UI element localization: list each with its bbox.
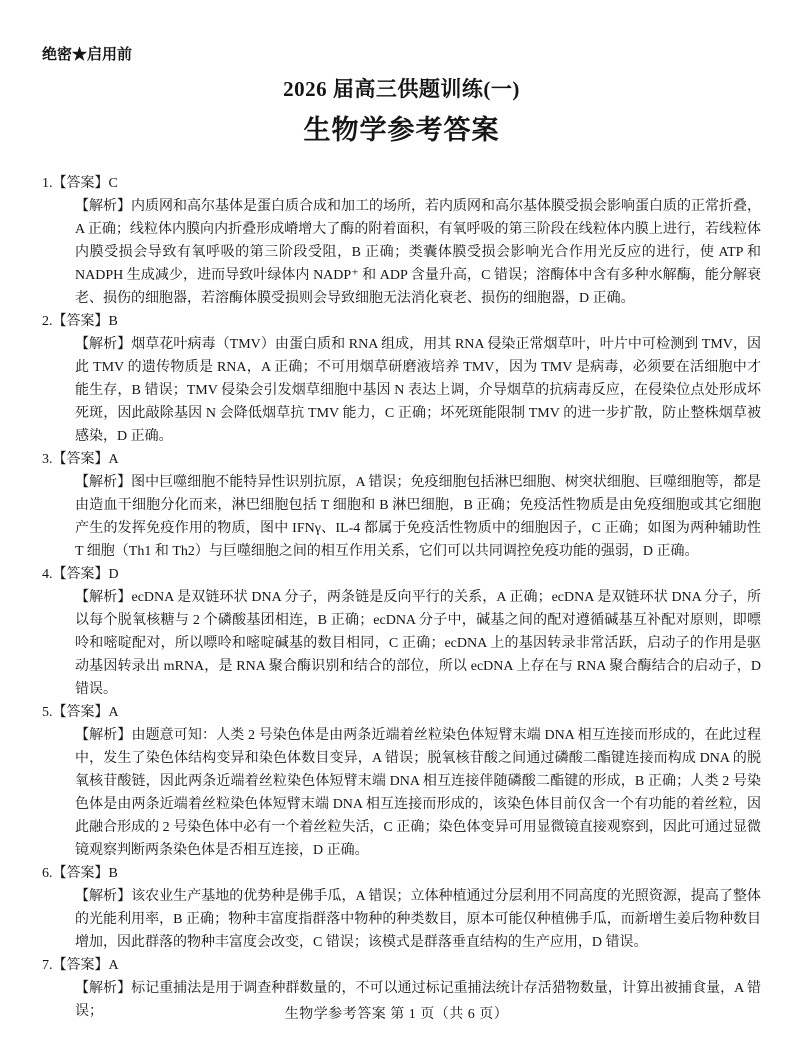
answer-line xyxy=(42,862,761,885)
question-number: 4. xyxy=(42,567,53,582)
page-footer xyxy=(0,1006,793,1024)
answer-line xyxy=(42,448,761,471)
analysis-text: 烟草花叶病毒（TMV）由蛋白质和 RNA 组成，用其 RNA 侵染正常烟草叶，叶片中可检测到 TMV，因此 TMV 的遗传物质是 RNA，A 正确；不可用烟草研磨液培养 TMV，因为 TMV 是病毒，必须要在活细胞中才能生存，B 错误；TMV 侵染会引发烟草细胞中基因 N 表达上调，介导烟草的抗病毒反应，在侵染位点处形成坏死斑，因此敲除基因 N 会降低烟草抗 TMV 能力，C 正确；坏死斑能限制 TMV 的进一步扩散，防止整株烟草被感染，D 正确。 xyxy=(75,337,762,444)
question-number: 5. xyxy=(42,705,53,720)
analysis-label: 【解析】 xyxy=(75,590,132,605)
answer-label: 【答案】 xyxy=(52,314,109,329)
answer-value: A xyxy=(108,705,119,720)
analysis-paragraph xyxy=(75,471,761,563)
page-title: 生物学参考答案 xyxy=(303,115,500,145)
analysis-text: 标记重捕法是用于调查种群数量的，不可以通过标记重捕法统计存活猎物数量，计算出被捕食量，A 错误； xyxy=(75,981,762,1019)
analysis-label: 【解析】 xyxy=(75,728,132,743)
answer-line xyxy=(42,310,761,333)
answers-list xyxy=(42,172,761,1023)
question-block xyxy=(42,172,761,310)
answer-value: D xyxy=(108,567,119,582)
question-number: 2. xyxy=(42,314,53,329)
question-block xyxy=(42,862,761,954)
question-number: 6. xyxy=(42,866,53,881)
question-block xyxy=(42,448,761,563)
answer-value: B xyxy=(108,314,118,329)
answer-line xyxy=(42,563,761,586)
analysis-label: 【解析】 xyxy=(75,475,132,490)
classification-banner: 绝密★启用前 xyxy=(42,47,133,63)
analysis-paragraph xyxy=(75,333,761,448)
answer-label: 【答案】 xyxy=(52,567,109,582)
analysis-label: 【解析】 xyxy=(75,337,132,352)
question-block xyxy=(42,310,761,448)
analysis-text: 内质网和高尔基体是蛋白质合成和加工的场所，若内质网和高尔基体膜受损会影响蛋白质的正常折叠，A 正确；线粒体内膜向内折叠形成嵴增大了酶的附着面积，有氧呼吸的第三阶段在线粒体内膜上进行，若线粒体内膜受损会导致有氧呼吸的第三阶段受阻，B 正确；类囊体膜受损会影响光合作用光反应的进行，使 ATP 和 NADPH 生成减少，进而导致叶绿体内 NADP⁺ 和 ADP 含量升高，C 错误；溶酶体中含有多种水解酶，能分解衰老、损伤的细胞器，若溶酶体膜受损则会导致细胞无法消化衰老、损伤的细胞器，D 正确。 xyxy=(75,199,761,306)
answer-line xyxy=(42,954,761,977)
answer-value: B xyxy=(108,866,118,881)
answer-line xyxy=(42,172,761,195)
analysis-text: 由题意可知：人类 2 号染色体是由两条近端着丝粒染色体短臂末端 DNA 相互连接而形成的，在此过程中，发生了染色体结构变异和染色体数目变异，A 错误；脱氧核苷酸之间通过磷酸二酯键连接而构成 DNA 的脱氧核苷酸链，因此两条近端着丝粒染色体短臂末端 DNA 相互连接伴随磷酸二酯键的形成，B 正确；人类 2 号染色体是由两条近端着丝粒染色体短臂末端 DNA 相互连接而形成的，该染色体目前仅含一个有功能的着丝粒，因此融合形成的 2 号染色体中必有一个着丝粒失活，C 正确；染色体变异可用显微镜直接观察到，因此可通过显微镜观察判断两条染色体是否相互连接，D 正确。 xyxy=(75,728,761,858)
exam-title: 2026 届高三供题训练(一) xyxy=(283,77,520,101)
analysis-paragraph xyxy=(75,195,761,310)
analysis-text: 该农业生产基地的优势种是佛手瓜，A 错误；立体种植通过分层利用不同高度的光照资源，提高了整体的光能利用率，B 正确；物种丰富度指群落中物种的种类数目，原本可能仅种植佛手瓜，而新增生姜后物种数目增加，因此群落的物种丰富度会改变，C 错误；该模式是群落垂直结构的生产应用，D 错误。 xyxy=(75,889,762,950)
question-number: 1. xyxy=(42,176,53,191)
question-number: 7. xyxy=(42,958,53,973)
question-number: 3. xyxy=(42,452,53,467)
answer-label: 【答案】 xyxy=(52,176,109,191)
analysis-label: 【解析】 xyxy=(75,889,132,904)
analysis-text: ecDNA 是双链环状 DNA 分子，两条链是反向平行的关系，A 正确；ecDNA 是双链环状 DNA 分子，所以每个脱氧核糖与 2 个磷酸基团相连，B 正确；ecDNA 分子中，碱基之间的配对遵循碱基互补配对原则，即嘌呤和嘧啶配对，所以嘌呤和嘧啶碱基的数目相同，C 正确；ecDNA 上的基因转录非常活跃，启动子的作用是驱动基因转录出 mRNA，是 RNA 聚合酶识别和结合的部位，所以 ecDNA 上存在与 RNA 聚合酶结合的启动子，D 错误。 xyxy=(75,590,761,697)
question-block xyxy=(42,701,761,862)
analysis-paragraph xyxy=(75,885,761,954)
answer-label: 【答案】 xyxy=(52,705,109,720)
page-footer-text: 生物学参考答案 第 1 页（共 6 页） xyxy=(284,1007,509,1022)
analysis-text: 图中巨噬细胞不能特异性识别抗原，A 错误；免疫细胞包括淋巴细胞、树突状细胞、巨噬细胞等，都是由造血干细胞分化而来，淋巴细胞包括 T 细胞和 B 淋巴细胞，B 正确；免疫活性物质是由免疫细胞或其它细胞产生的发挥免疫作用的物质，图中 IFNγ、IL-4 都属于免疫活性物质中的细胞因子，C 正确；如图为两种辅助性 T 细胞（Th1 和 Th2）与巨噬细胞之间的相互作用关系，它们可以共同调控免疫功能的强弱，D 正确。 xyxy=(75,475,762,559)
analysis-paragraph xyxy=(75,724,761,862)
analysis-label: 【解析】 xyxy=(75,981,132,996)
answer-value: C xyxy=(108,176,118,191)
answer-value: A xyxy=(108,958,119,973)
answer-label: 【答案】 xyxy=(52,452,109,467)
analysis-label: 【解析】 xyxy=(75,199,131,214)
answer-value: A xyxy=(108,452,119,467)
question-block xyxy=(42,563,761,701)
answer-line xyxy=(42,701,761,724)
analysis-paragraph xyxy=(75,586,761,701)
answer-label: 【答案】 xyxy=(52,866,109,881)
answer-label: 【答案】 xyxy=(52,958,109,973)
